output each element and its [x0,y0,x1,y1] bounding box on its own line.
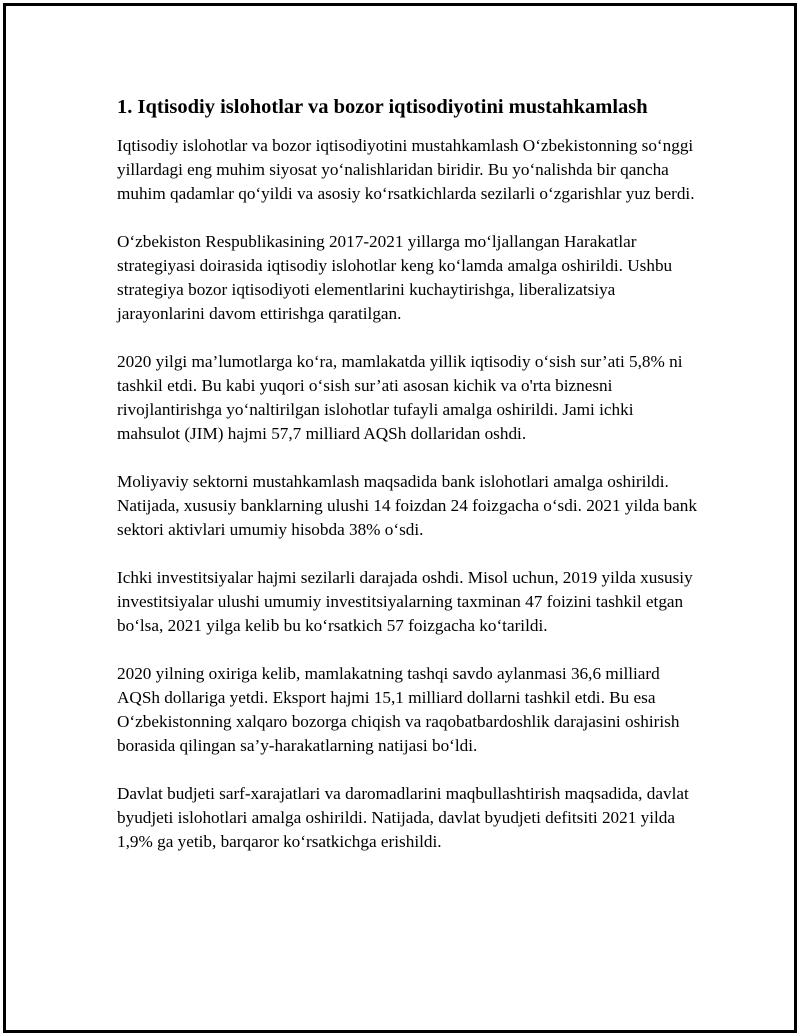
document-body [117,95,697,878]
paragraph-growth: 2020 yilgi ma’lumotlarga ko‘ra, mamlakatda yillik iqtisodiy o‘sish sur’ati 5,8% ni tashkil etdi. Bu kabi yuqori o‘sish sur’ati asosan kichik va o'rta biznesni rivojlantirishga yo‘naltirilgan islohotlar tufayli amalga oshirildi. Jami ichki mahsulot (JIM) hajmi 57,7 milliard AQSh dollaridan oshdi. [117,352,683,443]
paragraph-strategy: O‘zbekiston Respublikasining 2017-2021 yillarga mo‘ljallangan Harakatlar strategiyasi doirasida iqtisodiy islohotlar keng ko‘lamda amalga oshirildi. Ushbu strategiya bozor iqtisodiyoti elementlarini kuchaytirishga, liberalizatsiya jarayonlarini davom ettirishga qaratilgan. [117,232,673,323]
section-heading: 1. Iqtisodiy islohotlar va bozor iqtisodiyotini mustahkamlash [117,96,648,118]
paragraph-banking: Moliyaviy sektorni mustahkamlash maqsadida bank islohotlari amalga oshirildi. Natijada, xususiy banklarning ulushi 14 foizdan 24 foizgacha o‘sdi. 2021 yilda bank sektori aktivlari umumiy hisobda 38% o‘sdi. [117,472,697,539]
paragraph-budget: Davlat budjeti sarf-xarajatlari va daromadlarini maqbullashtirish maqsadida, davlat byudjeti islohotlari amalga oshirildi. Natijada, davlat byudjeti defitsiti 2021 yilda 1,9% ga yetib, barqaror ko‘rsatkichga erishildi. [117,784,689,851]
paragraph-intro: Iqtisodiy islohotlar va bozor iqtisodiyotini mustahkamlash O‘zbekistonning so‘nggi yillardagi eng muhim siyosat yo‘nalishlaridan biridir. Bu yo‘nalishda bir qancha muhim qadamlar qo‘yildi va asosiy ko‘rsatkichlarda sezilarli o‘zgarishlar yuz berdi. [117,136,695,203]
paragraph-investment: Ichki investitsiyalar hajmi sezilarli darajada oshdi. Misol uchun, 2019 yilda xususiy investitsiyalar ulushi umumiy investitsiyalarning taxminan 47 foizini tashkil etgan bo‘lsa, 2021 yilga kelib bu ko‘rsatkich 57 foizgacha ko‘tarildi. [117,568,693,635]
paragraph-trade: 2020 yilning oxiriga kelib, mamlakatning tashqi savdo aylanmasi 36,6 milliard AQSh dollariga yetdi. Eksport hajmi 15,1 milliard dollarni tashkil etdi. Bu esa O‘zbekistonning xalqaro bozorga chiqish va raqobatbardoshlik darajasini oshirish borasida qilingan sa’y-harakatlarning natijasi bo‘ldi. [117,664,680,755]
